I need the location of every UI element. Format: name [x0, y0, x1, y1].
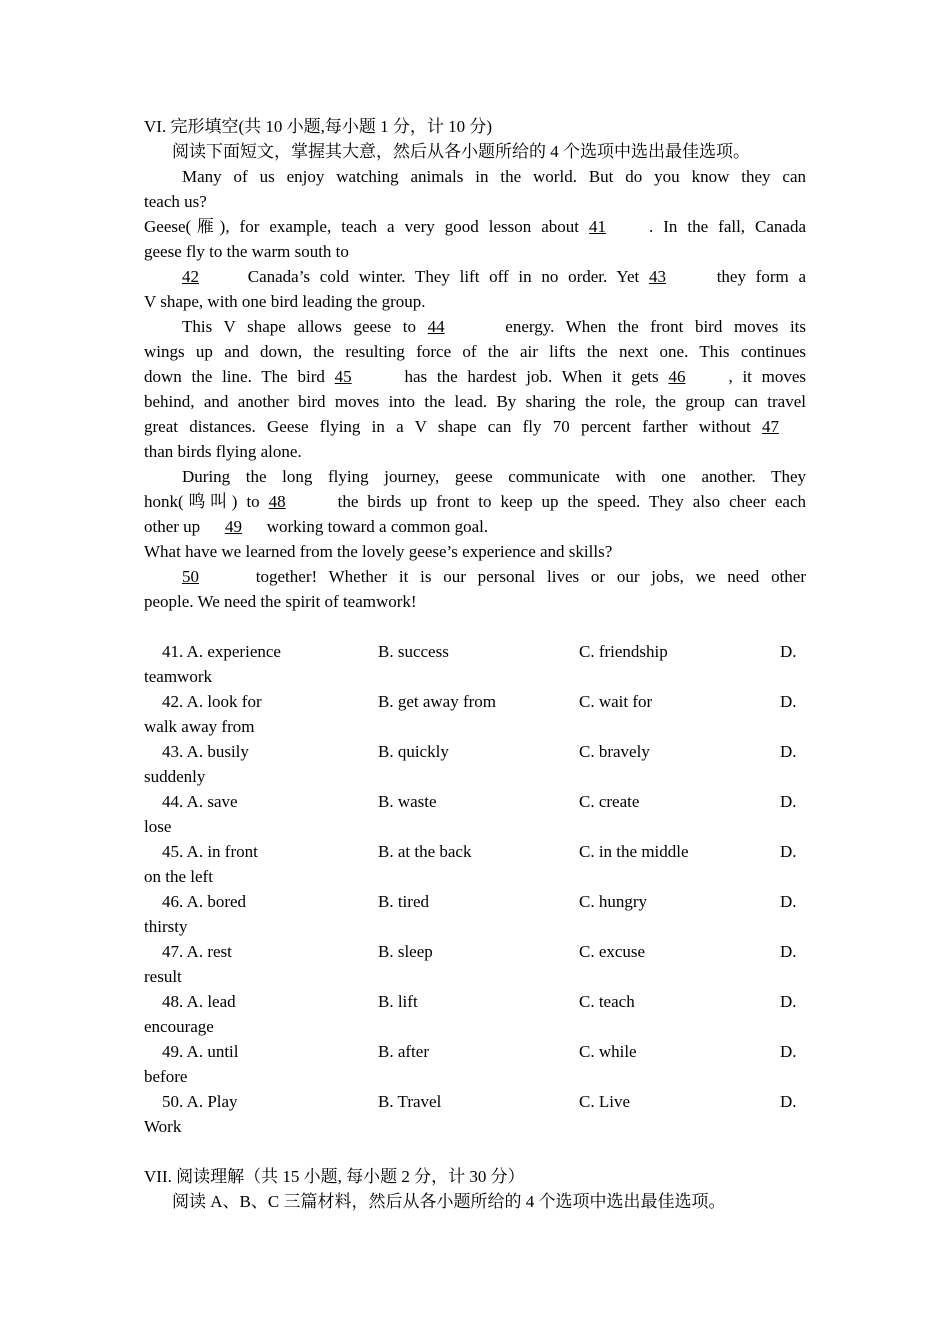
blank-44: 44 [427, 317, 445, 336]
passage-line [144, 564, 806, 589]
option-a: 42. A. look for [162, 692, 262, 711]
question-item [144, 1089, 806, 1139]
blank-48: 48 [268, 492, 286, 511]
passage-text: they form a [716, 267, 806, 286]
option-d-label: D. [780, 1042, 797, 1061]
passage-text: other up [144, 517, 201, 536]
exam-page [144, 114, 806, 1214]
passage-text: working toward a common goal. [266, 517, 489, 536]
option-d-label: D. [780, 892, 797, 911]
passage-line: During the long flying journey, geese communicate with one another. They [182, 467, 806, 486]
option-a: 41. A. experience [162, 642, 281, 661]
option-c: C. wait for [579, 692, 653, 711]
passage-text: the birds up front to keep up the speed. They also cheer each [337, 492, 806, 511]
option-b: B. success [378, 642, 449, 661]
passage-line [144, 514, 806, 539]
passage-line: people. We need the spirit of teamwork! [144, 592, 417, 611]
option-a: 44. A. save [162, 792, 238, 811]
option-b: B. lift [378, 992, 418, 1011]
question-item [144, 689, 806, 739]
option-d-label: D. [780, 692, 797, 711]
option-d-text: before [144, 1067, 188, 1086]
passage-text: great distances. Geese flying in a V shape can fly 70 percent farther without [144, 417, 751, 436]
passage-text: down the line. The bird [144, 367, 325, 386]
option-d-text: result [144, 967, 182, 986]
option-a: 47. A. rest [162, 942, 232, 961]
blank-49: 49 [224, 517, 242, 536]
passage-line: geese fly to the warm south to [144, 242, 349, 261]
option-d-label: D. [780, 742, 797, 761]
option-c: C. create [579, 792, 640, 811]
passage-line [144, 489, 806, 514]
option-d-text: on the left [144, 867, 213, 886]
option-a: 48. A. lead [162, 992, 236, 1011]
question-item [144, 839, 806, 889]
passage-text: . In the fall, Canada [649, 217, 806, 236]
option-b: B. Travel [378, 1092, 442, 1111]
passage-line [144, 264, 806, 289]
option-d-text: encourage [144, 1017, 214, 1036]
blank-41: 41 [589, 217, 607, 236]
option-c: C. friendship [579, 642, 668, 661]
option-d-text: Work [144, 1117, 182, 1136]
passage-line: wings up and down, the resulting force of the air lifts the next one. This continues [144, 342, 806, 361]
option-a: 43. A. busily [162, 742, 249, 761]
passage-line: V shape, with one bird leading the group. [144, 292, 426, 311]
passage-text: Canada’s cold winter. They lift off in no order. Yet [247, 267, 640, 286]
question-item [144, 639, 806, 689]
blank-43: 43 [648, 267, 666, 286]
section-6-instruction: 阅读下面短文，掌握其大意，然后从各小题所给的 4 个选项中选出最佳选项。 [172, 142, 750, 161]
option-d-label: D. [780, 842, 797, 861]
option-d-text: walk away from [144, 717, 255, 736]
option-a: 49. A. until [162, 1042, 239, 1061]
option-b: B. waste [378, 792, 437, 811]
passage-text: honk(鸣叫) to [144, 492, 260, 511]
passage-text: Geese(雁), for example, teach a very good lesson about [144, 217, 580, 236]
option-d-text: thirsty [144, 917, 188, 936]
blank-45: 45 [334, 367, 352, 386]
option-b: B. at the back [378, 842, 472, 861]
option-d-label: D. [780, 942, 797, 961]
question-item [144, 789, 806, 839]
passage-line: Many of us enjoy watching animals in the world. But do you know they can [182, 167, 806, 186]
option-c: C. teach [579, 992, 635, 1011]
passage-line: behind, and another bird moves into the lead. By sharing the role, the group can travel [144, 392, 806, 411]
question-list [144, 639, 806, 1139]
option-b: B. tired [378, 892, 429, 911]
passage-line: teach us? [144, 192, 207, 211]
section-6-heading: VI. 完形填空(共 10 小题,每小题 1 分，计 10 分) [144, 117, 493, 136]
option-c: C. while [579, 1042, 637, 1061]
blank-47: 47 [762, 417, 779, 436]
question-item [144, 989, 806, 1039]
option-d-text: lose [144, 817, 172, 836]
passage-line [144, 214, 806, 239]
question-item [144, 739, 806, 789]
option-d-label: D. [780, 992, 797, 1011]
option-c: C. hungry [579, 892, 647, 911]
question-item [144, 1039, 806, 1089]
option-a: 46. A. bored [162, 892, 247, 911]
section-7-instruction: 阅读 A、B、C 三篇材料，然后从各小题所给的 4 个选项中选出最佳选项。 [172, 1192, 726, 1211]
passage-text: This V shape allows geese to [182, 317, 417, 336]
question-item [144, 889, 806, 939]
option-b: B. quickly [378, 742, 449, 761]
question-item [144, 939, 806, 989]
option-b: B. sleep [378, 942, 433, 961]
option-a: 45. A. in front [162, 842, 258, 861]
blank-46: 46 [668, 367, 686, 386]
passage-text: has the hardest job. When it gets [404, 367, 659, 386]
option-d-label: D. [780, 642, 797, 661]
section-7-heading: VII. 阅读理解（共 15 小题, 每小题 2 分，计 30 分） [144, 1167, 525, 1186]
option-d-label: D. [780, 1092, 797, 1111]
option-c: C. excuse [579, 942, 646, 961]
passage-text: , it moves [728, 367, 806, 386]
option-c: C. bravely [579, 742, 650, 761]
blank-42: 42 [182, 267, 199, 286]
passage-text: together! Whether it is our personal lives or our jobs, we need other [255, 567, 806, 586]
option-b: B. get away from [378, 692, 497, 711]
passage-line [144, 314, 806, 339]
passage-line: What have we learned from the lovely geese’s experience and skills? [144, 542, 613, 561]
option-d-text: teamwork [144, 667, 212, 686]
option-d-label: D. [780, 792, 797, 811]
option-b: B. after [378, 1042, 429, 1061]
option-c: C. Live [579, 1092, 630, 1111]
option-c: C. in the middle [579, 842, 689, 861]
passage-line [144, 414, 806, 439]
option-a: 50. A. Play [162, 1092, 238, 1111]
passage-line: than birds flying alone. [144, 442, 302, 461]
passage-text: energy. When the front bird moves its [505, 317, 806, 336]
option-d-text: suddenly [144, 767, 206, 786]
blank-50: 50 [182, 567, 199, 586]
passage-line [144, 364, 806, 389]
